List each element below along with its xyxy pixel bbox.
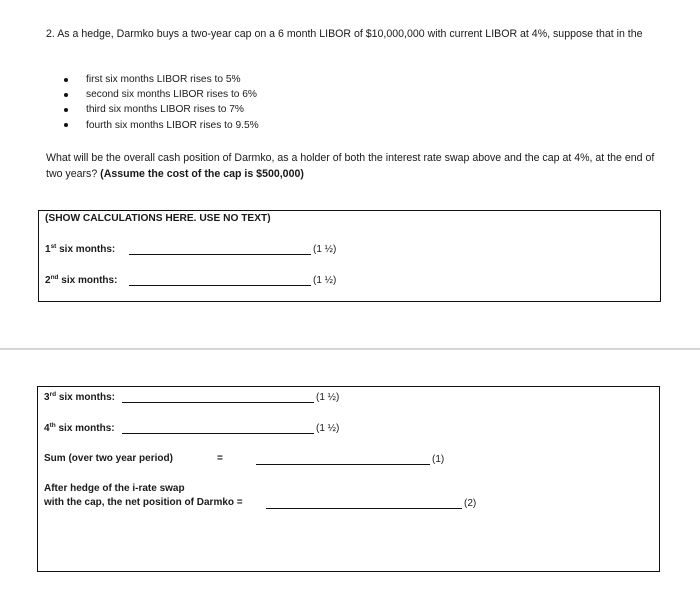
question-prompt: What will be the overall cash position of Darmko, as a holder of both the interest rate swap above and the cap at 4%, at the end of two years? (Assume the cost of the cap is $500,000)	[46, 152, 655, 180]
fourth-six-months-label: 4th six months:	[44, 422, 115, 434]
points-label: (1 ½)	[313, 275, 337, 286]
net-position-answer-line[interactable]	[266, 508, 462, 509]
calculation-box-2	[37, 386, 660, 572]
points-label: (1)	[432, 454, 445, 465]
calculation-box-1	[38, 210, 661, 302]
bullet-icon	[64, 123, 68, 127]
list-item: fourth six months LIBOR rises to 9.5%	[60, 118, 259, 133]
points-label: (1 ½)	[316, 423, 340, 434]
bullet-icon	[64, 78, 68, 82]
second-six-months-answer-line[interactable]	[129, 285, 311, 286]
first-six-months-label: 1st six months:	[45, 243, 116, 255]
third-six-months-label: 3rd six months:	[44, 391, 115, 403]
points-label: (1 ½)	[316, 392, 340, 403]
list-item: second six months LIBOR rises to 6%	[60, 87, 259, 102]
points-label: (2)	[464, 498, 477, 509]
hedge-label-line1: After hedge of the i-rate swap	[44, 483, 185, 494]
sum-label: Sum (over two year period)	[44, 453, 173, 464]
fourth-six-months-answer-line[interactable]	[122, 433, 314, 434]
sum-equals: =	[217, 453, 223, 464]
third-six-months-answer-line[interactable]	[122, 402, 314, 403]
list-item: third six months LIBOR rises to 7%	[60, 102, 259, 117]
points-label: (1 ½)	[313, 244, 337, 255]
hedge-label-line2: with the cap, the net position of Darmko =	[44, 497, 243, 508]
bullet-icon	[64, 93, 68, 97]
libor-bullet-list	[60, 72, 259, 133]
calculation-instructions: (SHOW CALCULATIONS HERE. USE NO TEXT)	[45, 213, 271, 224]
sum-answer-line[interactable]	[256, 464, 430, 465]
bullet-icon	[64, 108, 68, 112]
question-intro: 2. As a hedge, Darmko buys a two-year cap on a 6 month LIBOR of $10,000,000 with current LIBOR at 4%, suppose that in the	[46, 28, 643, 40]
second-six-months-label: 2nd six months:	[45, 274, 118, 286]
page-divider	[0, 348, 700, 350]
cap-cost-note: (Assume the cost of the cap is $500,000)	[100, 167, 304, 180]
list-item: first six months LIBOR rises to 5%	[60, 72, 259, 87]
first-six-months-answer-line[interactable]	[129, 254, 311, 255]
